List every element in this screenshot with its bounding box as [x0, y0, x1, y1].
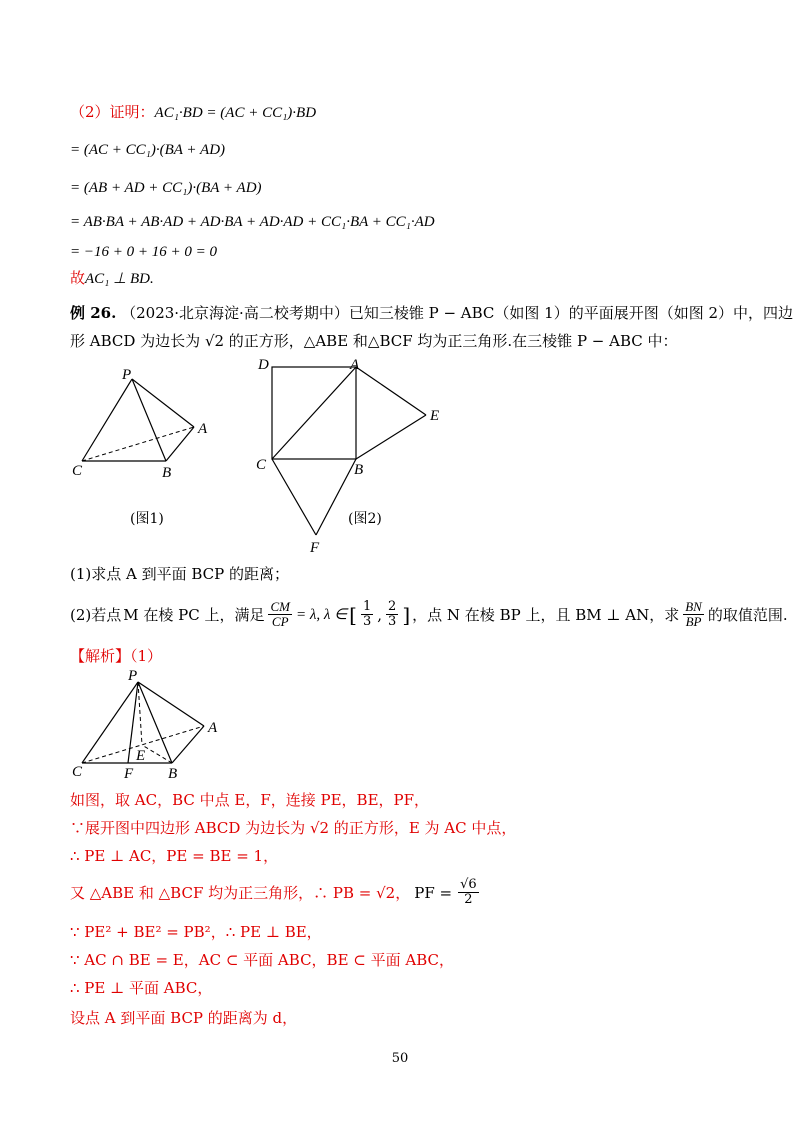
proof-eq4: = −16 + 0 + 16 + 0 = 0 — [70, 244, 217, 260]
frac-bn-bp — [683, 600, 704, 629]
fig1-edge-PC — [82, 379, 132, 461]
fig1-label-C: C — [72, 463, 83, 479]
solution-step-7: ∴ PE ⊥ 平面 ABC， — [70, 979, 213, 997]
fig2-edge-CF — [272, 459, 316, 535]
frac-cm-den: CP — [271, 614, 289, 629]
fig2-edge-EB — [356, 415, 426, 459]
fig3-label-E: E — [136, 748, 146, 764]
fig3-label-B: B — [168, 766, 178, 782]
proof-eq1: = (AC + CC₁)·(BA + AD) — [70, 142, 226, 158]
fig1-caption: (图1) — [130, 511, 164, 527]
fig1-edge-PA — [132, 379, 194, 427]
frac-bn-num: BN — [685, 599, 702, 614]
fig1-label-P: P — [122, 367, 132, 383]
proof-eq2: = (AB + AD + CC₁)·(BA + AD) — [70, 180, 262, 196]
solution-step-8: 设点 A 到平面 BCP 的距离为 d， — [70, 1009, 298, 1027]
frac-cm-num: CM — [270, 599, 290, 614]
fig2-caption: (图2) — [348, 511, 382, 527]
page-number: 50 — [391, 1051, 409, 1066]
solution-step-4a: 又 △ABE 和 △BCF 均为正三角形，∴ PB = √2， — [70, 883, 411, 902]
fig2-label-E: E — [430, 408, 440, 424]
frac-cm-cp — [268, 600, 292, 629]
q2-part-a: (2)若点 — [70, 605, 122, 624]
fig1-edge-CA — [82, 427, 194, 461]
proof-concl: AC₁ ⊥ BD. — [85, 271, 154, 287]
fig2-label-D: D — [258, 357, 269, 373]
fig3-label-A: A — [208, 720, 218, 736]
solution-step-4 — [70, 878, 481, 907]
fig3-edge-BE — [142, 745, 172, 763]
frac-sqrt6-den: 2 — [464, 892, 473, 907]
q2-part-d: ，点 N 在棱 BP 上，且 BM ⊥ AN，求 — [412, 605, 680, 624]
question-2: (2)若点 M 在棱 PC 上，满足 $\frac{CM}{CP}$ = λ, λ ∈ [ $\frac{1}{3}$ , $\frac{2}{3}$ ] ，点 N 在棱 BP 上，且 BM ⊥ AN，求 $\frac{BN}{BP}$ 的取值范围. — [70, 599, 788, 629]
frac-two-thirds — [386, 600, 398, 629]
frac-one-third — [361, 600, 373, 629]
fig1-edge-BA — [166, 427, 194, 461]
solution-label: 【解析】（1） — [70, 647, 163, 665]
fig3-label-C: C — [72, 764, 83, 780]
frac-23-num: 2 — [388, 599, 397, 614]
solution-step-2: ∵展开图中四边形 ABCD 为边长为 √2 的正方形，E 为 AC 中点， — [70, 819, 517, 837]
proof-conclusion — [70, 268, 154, 289]
q2-part-c: = λ, λ ∈ — [295, 606, 348, 623]
frac-bn-den: BP — [685, 614, 702, 629]
solution-step-3: ∴ PE ⊥ AC，PE = BE = 1， — [70, 847, 279, 865]
example-label: 例 26. — [70, 304, 117, 322]
fig1-label-B: B — [162, 465, 172, 481]
fig1-edge-PB — [132, 379, 166, 461]
example-line2: 形 ABCD 为边长为 √2 的正方形，△ABE 和△BCF 均为正三角形.在三棱锥 P − ABC 中： — [70, 332, 678, 350]
solution-step-5: ∵ PE² + BE² = PB²，∴ PE ⊥ BE， — [70, 923, 322, 941]
example-text1: （2023·北京海淀·高二校考期中）已知三棱锥 P − ABC（如图 1）的平面展开图（如图 2）中，四边 — [121, 304, 794, 322]
fig3-label-P: P — [128, 668, 138, 684]
figure-1 — [70, 365, 230, 485]
fig3-label-F: F — [124, 766, 134, 782]
fig3-edge-PA — [138, 682, 204, 726]
fig2-label-F: F — [310, 540, 320, 556]
question-1: (1)求点 A 到平面 BCP 的距离； — [70, 565, 290, 583]
q2-part-e: 的取值范围. — [707, 605, 788, 624]
frac-sqrt6-num: √6 — [460, 877, 477, 892]
proof-concl-prefix: 故 — [70, 269, 86, 287]
proof-label: （2）证明： — [70, 103, 155, 121]
example-line1 — [70, 303, 793, 323]
proof-eq0: AC₁·BD = (AC + CC₁)·BD — [154, 105, 317, 121]
frac-sqrt6-over-2 — [458, 878, 479, 907]
bracket-left: [ — [349, 602, 357, 627]
proof-eq3: = AB·BA + AB·AD + AD·BA + AD·AD + CC₁·BA + CC₁·AD — [70, 214, 435, 230]
solution-step-1: 如图，取 AC，BC 中点 E，F，连接 PE，BE，PF， — [70, 791, 430, 809]
fig2-label-C: C — [256, 457, 267, 473]
frac-23-den: 3 — [388, 614, 397, 629]
fig2-label-B: B — [354, 462, 364, 478]
figure-2 — [250, 352, 450, 562]
bracket-right: ] — [402, 602, 411, 627]
fig1-label-A: A — [198, 421, 208, 437]
fig3-edge-BA — [172, 726, 204, 763]
fig2-label-A: A — [350, 357, 360, 373]
frac-13-den: 3 — [362, 614, 372, 629]
frac-13-num: 1 — [362, 599, 372, 614]
fig2-diagonal-CA — [272, 367, 356, 459]
solution-step-6: ∵ AC ∩ BE = E，AC ⊂ 平面 ABC，BE ⊂ 平面 ABC， — [70, 951, 455, 969]
fig2-edge-AE — [356, 367, 426, 415]
proof-label-line — [70, 102, 316, 123]
q2-part-b: M 在棱 PC 上，满足 — [123, 605, 265, 624]
figure-3 — [70, 668, 230, 783]
solution-step-4b: PF = — [414, 883, 453, 902]
